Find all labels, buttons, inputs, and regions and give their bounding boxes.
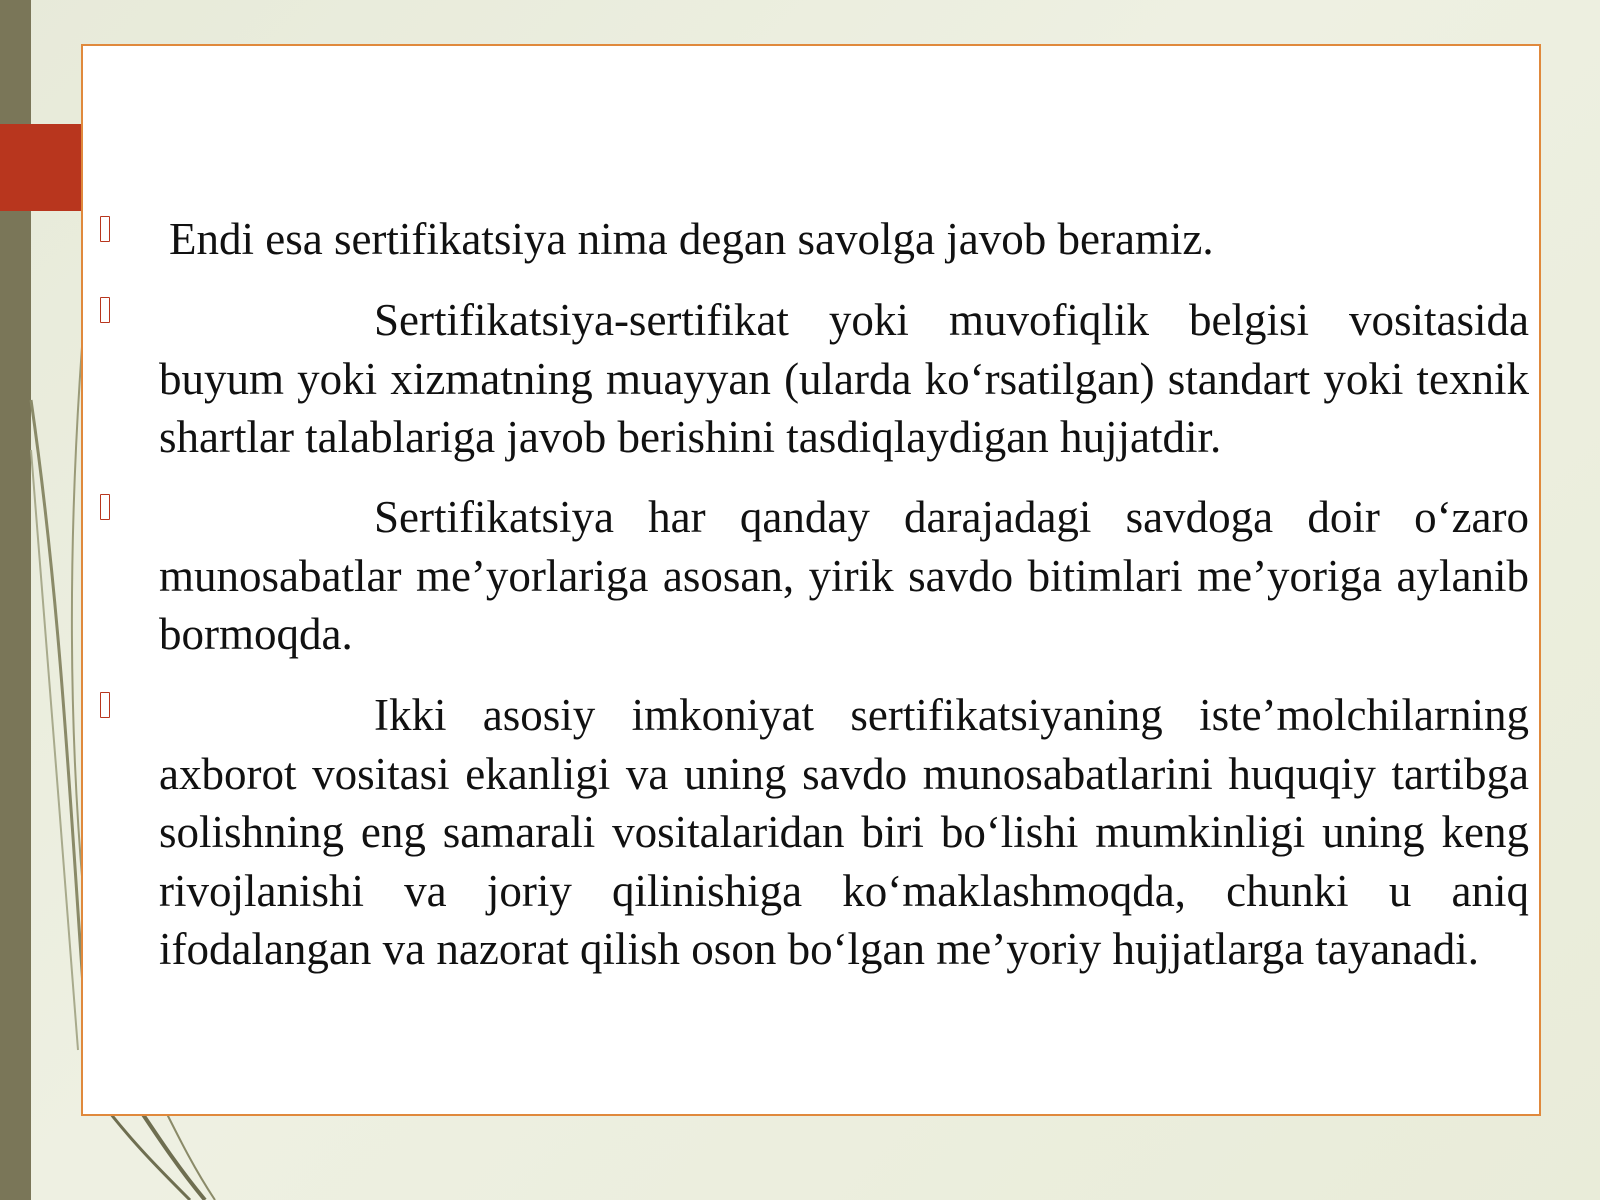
bullet-square-icon	[100, 494, 110, 520]
red-accent-block	[0, 124, 81, 211]
bullet-text: Sertifikatsiya-sertifikat yoki muvofiqlik belgisi vositasida buyum yoki xizmatning muayyan (ularda ko‘rsatilgan) standart yoki texnik shartlar talablariga javob berishini tasdiqlaydigan hujjatdir.	[159, 295, 1529, 462]
bullet-text: Ikki asosiy imkoniyat sertifikatsiyaning iste’molchilarning axborot vositasi ekanligi va uning savdo munosabatlarini huquqiy tartibga solishning eng samarali vositalaridan biri bo‘lishi mumkinligi uning keng rivojlanishi va joriy qilinishiga ko‘maklashmoqda, chunki u aniq ifodalangan va nazorat qilish oson bo‘lgan me’yoriy hujjatlarga tayanadi.	[159, 690, 1529, 974]
bullet-text: Sertifikatsiya har qanday darajadagi savdoga doir o‘zaro munosabatlar me’yorlariga asosan, yirik savdo bitimlari me’yoriga aylanib bormoqda.	[159, 492, 1529, 659]
bullet-square-icon	[100, 692, 110, 718]
bullet-square-icon	[100, 297, 110, 323]
bullet-square-icon	[100, 216, 110, 242]
bullet-text: Endi esa sertifikatsiya nima degan savolga javob beramiz.	[169, 214, 1214, 264]
content-panel	[81, 44, 1541, 1116]
